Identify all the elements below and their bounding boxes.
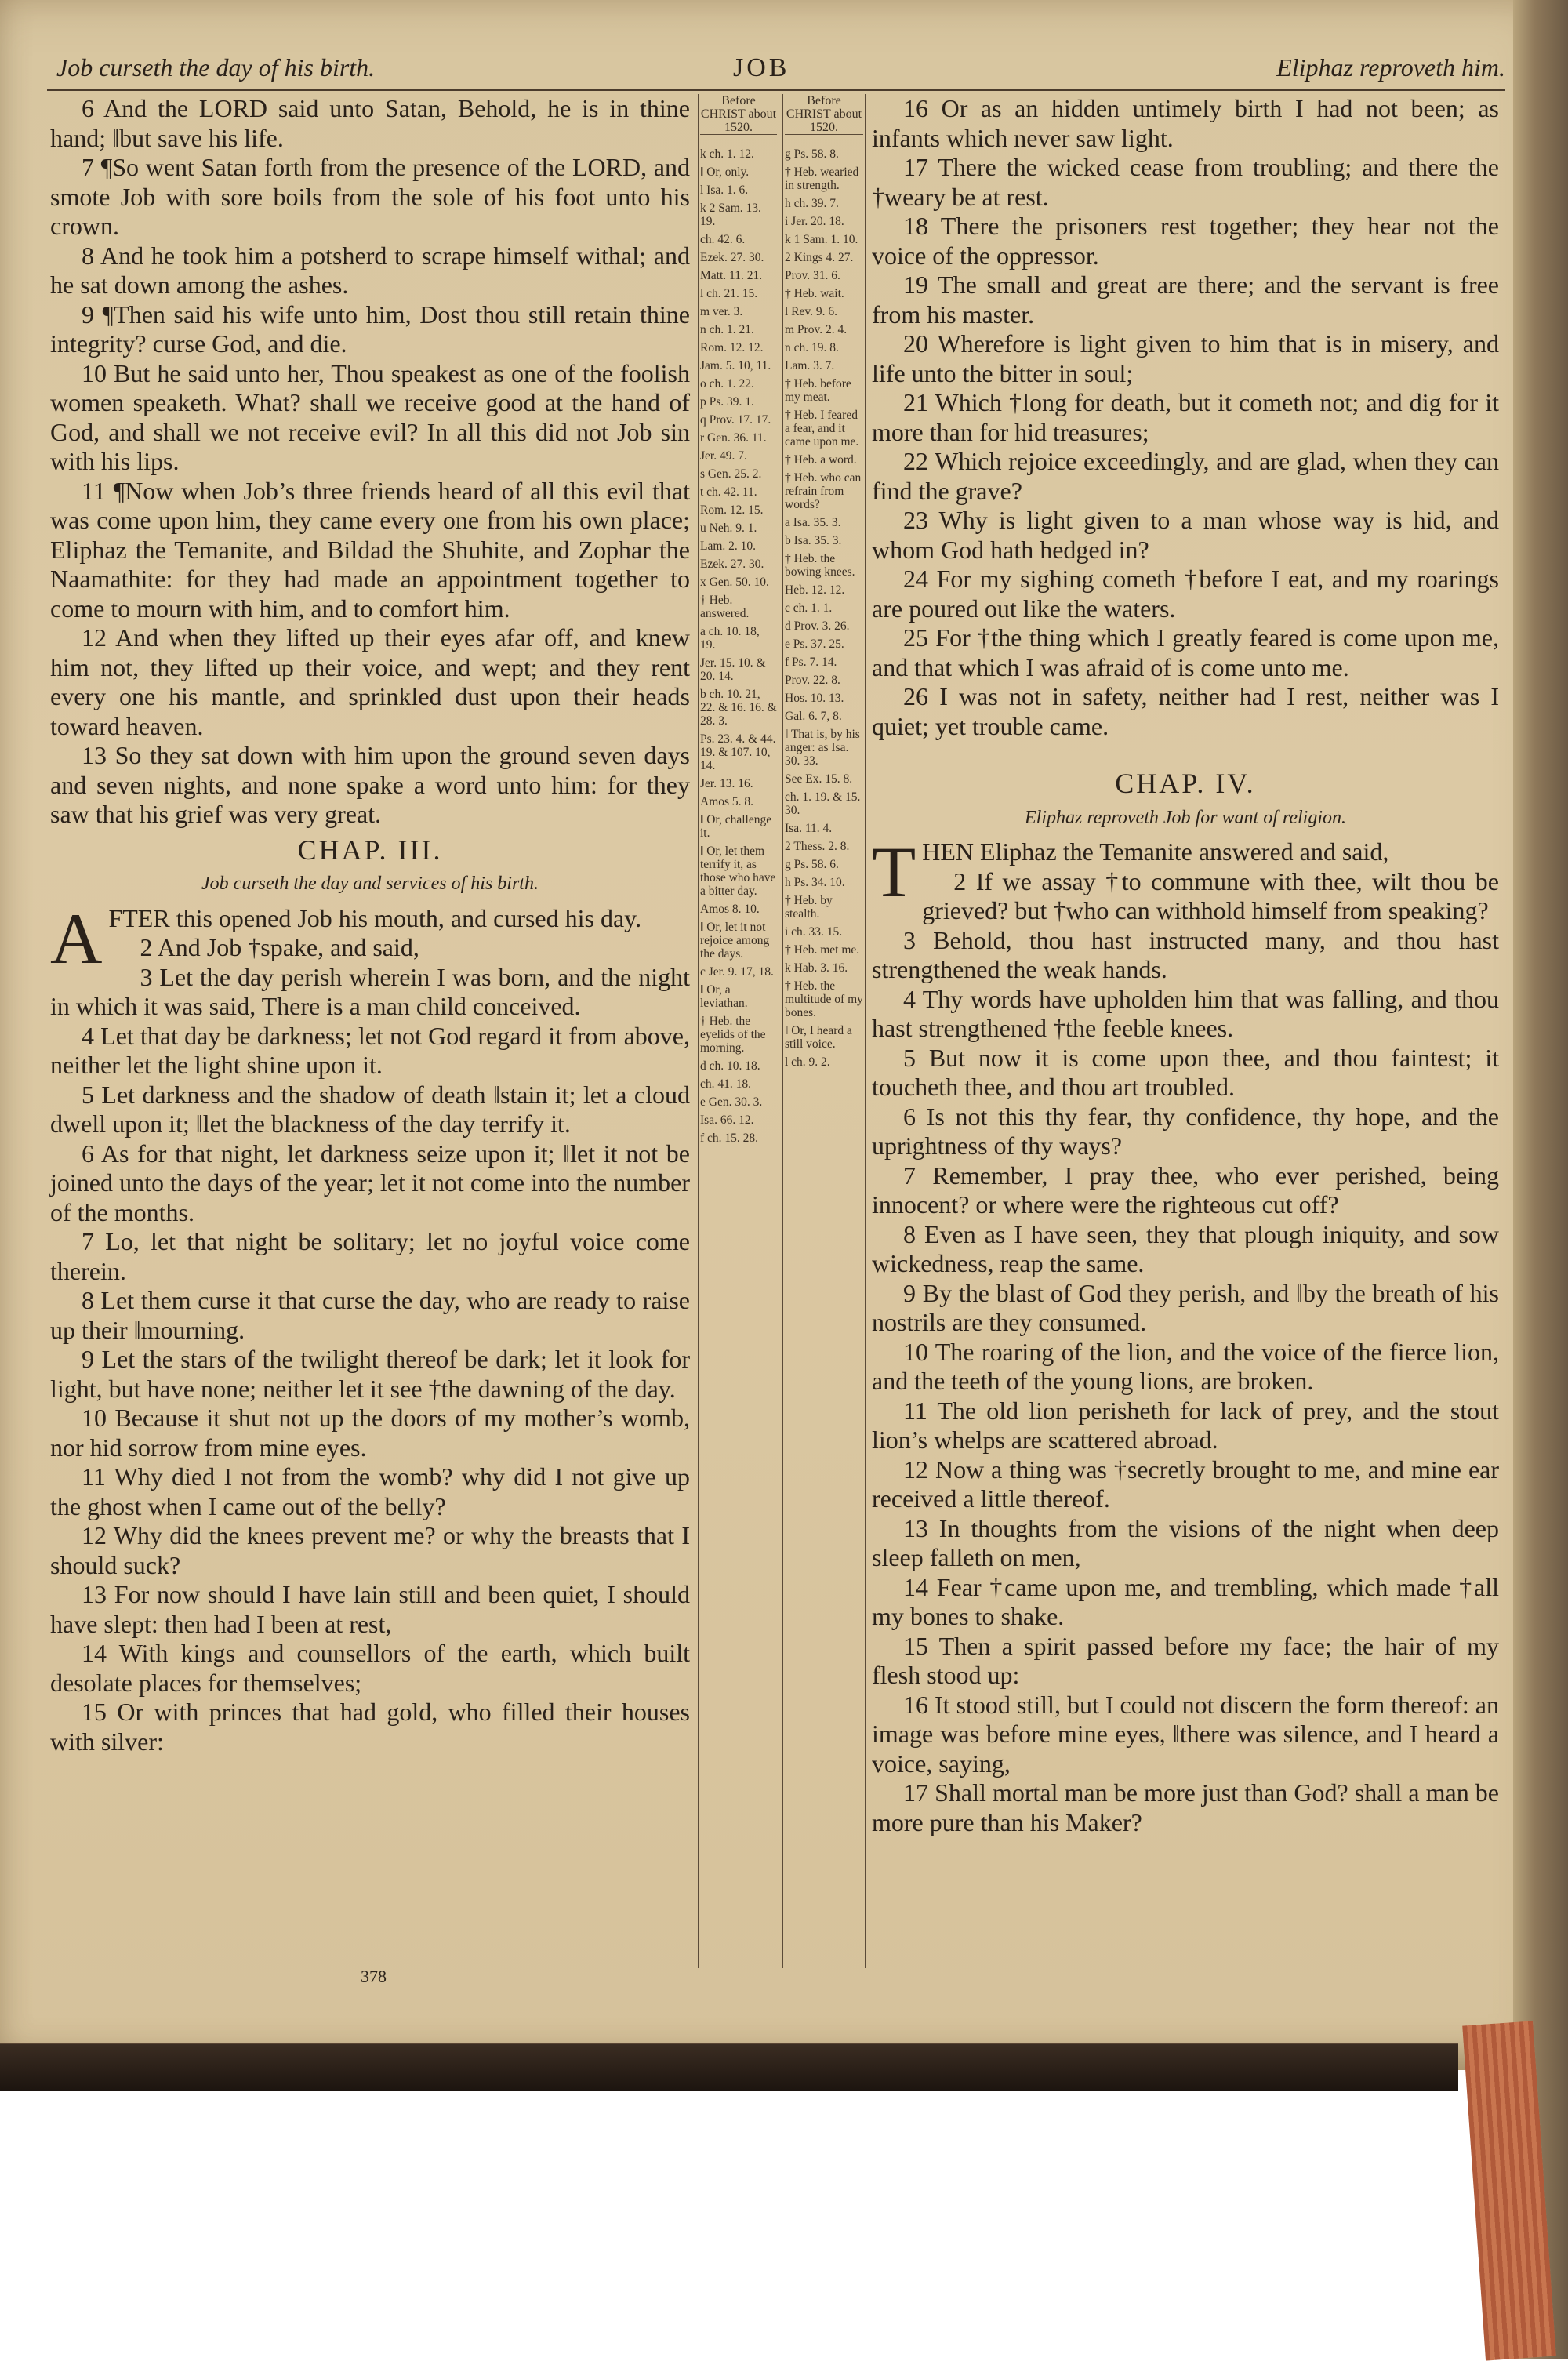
verse: 2 If we assay †to commune with thee, wilt thou be grieved? but †who can withhold himself from speaking? [922, 866, 1499, 924]
verse: 7 ¶So went Satan forth from the presence of the LORD, and smote Job with sore boils from the sole of his foot unto his crown. [50, 153, 690, 240]
book-binding-edge [0, 2043, 1458, 2091]
margin-note: † Heb. I feared a fear, and it came upon me. [785, 409, 859, 449]
margin-note: ‖ Or, a leviathan. [700, 983, 748, 1010]
margin-note: f ch. 15. 28. [700, 1131, 759, 1145]
verse: 14 Fear †came upon me, and trembling, which made †all my bones to shake. [872, 1572, 1499, 1630]
chapter-argument: Job curseth the day and services of his birth. [201, 874, 539, 894]
header-rule [47, 89, 1505, 91]
verse: 9 ¶Then said his wife unto him, Dost thou still retain thine integrity? curse God, and die. [50, 300, 690, 358]
verse: 26 I was not in safety, neither had I rest, neither was I quiet; yet trouble came. [872, 682, 1499, 740]
verse: 17 There the wicked cease from troubling; and there the †weary be at rest. [872, 153, 1499, 211]
right-margin-references [782, 94, 866, 1968]
margin-note: ‖ That is, by his anger: as Isa. 30. 33. [785, 728, 860, 768]
margin-note: Ps. 23. 4. & 44. 19. & 107. 10, 14. [700, 732, 776, 772]
verse: 19 The small and great are there; and the servant is free from his master. [872, 271, 1499, 329]
running-header [47, 47, 1505, 89]
margin-note: ‖ Or, let them terrify it, as those who have a bitter day. [700, 845, 776, 898]
drop-cap: A [50, 898, 103, 979]
margin-note: t ch. 42. 11. [700, 485, 757, 499]
margin-note: Rom. 12. 12. [700, 341, 764, 354]
header-left: Job curseth the day of his birth. [56, 53, 376, 82]
margin-note: b ch. 10. 21, 22. & 16. 16. & 28. 3. [700, 688, 777, 728]
margin-note: Jam. 5. 10, 11. [700, 359, 771, 372]
margin-note: Isa. 66. 12. [700, 1113, 754, 1127]
chapter-argument: Eliphaz reproveth Job for want of religion. [1025, 807, 1346, 828]
margin-note: ch. 42. 6. [700, 233, 746, 246]
verse: 12 Why did the knees prevent me? or why the breasts that I should suck? [50, 1521, 690, 1579]
verse: 12 Now a thing was †secretly brought to me, and mine ear received a little thereof. [872, 1455, 1499, 1513]
verse: 3 Let the day perish wherein I was born, and the night in which it was said, There is a man child conceived. [50, 962, 690, 1020]
verse-text: HEN Eliphaz the Temanite answered and said, [922, 837, 1389, 866]
margin-note: i Jer. 20. 18. [785, 215, 844, 228]
margin-note: 2 Thess. 2. 8. [785, 840, 850, 853]
margin-note: Jer. 15. 10. & 20. 14. [700, 656, 766, 683]
margin-note: q Prov. 17. 17. [700, 413, 771, 427]
chapter-heading: CHAP. IV. [1115, 768, 1256, 799]
margin-note: o ch. 1. 22. [700, 377, 754, 390]
header-book-title: JOB [733, 53, 790, 82]
margin-note: ch. 1. 19. & 15. 30. [785, 790, 861, 817]
verse: 23 Why is light given to a man whose way is hid, and whom God hath hedged in? [872, 506, 1499, 564]
verse-text: FTER this opened Job his mouth, and cursed his day. [108, 903, 642, 932]
margin-note: Prov. 31. 6. [785, 269, 840, 282]
margin-note: 2 Kings 4. 27. [785, 251, 854, 264]
margin-note: Isa. 11. 4. [785, 822, 833, 835]
margin-note: † Heb. the eyelids of the morning. [700, 1015, 766, 1055]
verse: 15 Or with princes that had gold, who filled their houses with silver: [50, 1698, 690, 1756]
verse: 11 The old lion perisheth for lack of prey, and the stout lion’s whelps are scattered abroad. [872, 1396, 1499, 1454]
margin-note: † Heb. before my meat. [785, 377, 851, 404]
verse: 2 And Job †spake, and said, [140, 933, 419, 961]
margin-note: k ch. 1. 12. [700, 147, 754, 161]
verse: 13 For now should I have lain still and been quiet, I should have slept: then had I been at rest, [50, 1580, 690, 1638]
margin-note: Prov. 22. 8. [785, 674, 840, 687]
margin-note: a ch. 10. 18, 19. [700, 625, 760, 652]
margin-note: d ch. 10. 18. [700, 1059, 760, 1073]
margin-note: ‖ Or, challenge it. [700, 813, 772, 840]
verse: 24 For my sighing cometh †before I eat, and my roarings are poured out like the waters. [872, 565, 1499, 623]
verse: 18 There the prisoners rest together; they hear not the voice of the oppressor. [872, 212, 1499, 270]
verse: 6 And the LORD said unto Satan, Behold, he is in thine hand; ‖but save his life. [50, 94, 690, 152]
verse: 20 Wherefore is light given to him that is in misery, and life unto the bitter in soul; [872, 329, 1499, 387]
page-edge [1513, 0, 1568, 2359]
margin-note: a Isa. 35. 3. [785, 516, 841, 529]
margin-note: n ch. 19. 8. [785, 341, 839, 354]
verse: 6 As for that night, let darkness seize upon it; ‖let it not be joined unto the days of the year; let it not come into the number of the months. [50, 1139, 690, 1226]
verse: 17 Shall mortal man be more just than God? shall a man be more pure than his Maker? [872, 1778, 1499, 1836]
margin-note: g Ps. 58. 8. [785, 147, 839, 161]
margin-note: h Ps. 34. 10. [785, 876, 845, 889]
verse: 13 In thoughts from the visions of the night when deep sleep falleth on men, [872, 1513, 1499, 1571]
margin-note: m Prov. 2. 4. [785, 323, 848, 336]
chapter-heading: CHAP. III. [297, 834, 443, 866]
margin-date-header: Before CHRIST about 1520. [786, 94, 862, 134]
verse: 3 Behold, thou hast instructed many, and thou hast strengthened the weak hands. [872, 925, 1499, 983]
margin-note: e Gen. 30. 3. [700, 1095, 763, 1109]
margin-note: h ch. 39. 7. [785, 197, 839, 210]
margin-note: m ver. 3. [700, 305, 743, 318]
header-right: Eliphaz reproveth him. [1276, 53, 1505, 82]
margin-note: u Neh. 9. 1. [700, 521, 757, 535]
margin-note: Amos 8. 10. [700, 903, 760, 916]
margin-note: l ch. 21. 15. [700, 287, 758, 300]
left-text-column [50, 94, 690, 1756]
margin-note: Heb. 12. 12. [785, 583, 845, 597]
verse: 10 The roaring of the lion, and the voice of the fierce lion, and the teeth of the young lions, are broken. [872, 1337, 1499, 1395]
verse: 5 But now it is come upon thee, and thou faintest; it toucheth thee, and thou art troubled. [872, 1043, 1499, 1101]
verse: 8 And he took him a potsherd to scrape himself withal; and he sat down among the ashes. [50, 241, 690, 299]
margin-note: ‖ Or, let it not rejoice among the days. [700, 921, 770, 961]
margin-note: c ch. 1. 1. [785, 601, 833, 615]
verse: 10 Because it shut not up the doors of my mother’s womb, nor hid sorrow from mine eyes. [50, 1404, 690, 1462]
verse: 7 Remember, I pray thee, who ever perished, being innocent? or where were the righteous cut off? [872, 1161, 1499, 1219]
margin-note: x Gen. 50. 10. [700, 576, 769, 589]
margin-note: Jer. 49. 7. [700, 449, 747, 463]
margin-date-header: Before CHRIST about 1520. [700, 94, 777, 134]
margin-note: Ezek. 27. 30. [700, 558, 764, 571]
margin-note: Hos. 10. 13. [785, 692, 844, 705]
margin-note: l Isa. 1. 6. [700, 183, 749, 197]
verse: 16 Or as an hidden untimely birth I had not been; as infants which never saw light. [872, 94, 1499, 152]
verse: 22 Which rejoice exceedingly, and are glad, when they can find the grave? [872, 447, 1499, 505]
margin-note: † Heb. met me. [785, 943, 860, 957]
verse: 25 For †the thing which I greatly feared is come upon me, and that which I was afraid of is come unto me. [872, 623, 1499, 681]
verse: 4 Thy words have upholden him that was falling, and thou hast strengthened †the feeble knees. [872, 984, 1499, 1042]
margin-notes-right [785, 147, 863, 1069]
margin-note: † Heb. the bowing knees. [785, 552, 855, 579]
verse: 11 ¶Now when Job’s three friends heard of all this evil that was come upon him, they came every one from his own place; Eliphaz the Temanite, and Bildad the Shuhite, and Zophar the Naamathite: for they had made an appointment together to come to mourn with him, and to comfort him. [50, 476, 690, 623]
left-margin-references [698, 94, 779, 1968]
margin-note: k 2 Sam. 13. 19. [700, 202, 761, 228]
margin-note: k 1 Sam. 1. 10. [785, 233, 858, 246]
margin-note: n ch. 1. 21. [700, 323, 754, 336]
margin-note: d Prov. 3. 26. [785, 619, 850, 633]
margin-note: Lam. 2. 10. [700, 539, 757, 553]
margin-note: Lam. 3. 7. [785, 359, 835, 372]
margin-note: f Ps. 7. 14. [785, 656, 837, 669]
margin-note: † Heb. wait. [785, 287, 844, 300]
margin-note: k Hab. 3. 16. [785, 961, 848, 975]
verse: 11 Why died I not from the womb? why did I not give up the ghost when I came out of the belly? [50, 1462, 690, 1520]
margin-note: g Ps. 58. 6. [785, 858, 839, 871]
margin-note: e Ps. 37. 25. [785, 637, 844, 651]
margin-note: p Ps. 39. 1. [700, 395, 754, 409]
margin-note: † Heb. answered. [700, 594, 750, 620]
margin-note: † Heb. wearied in strength. [785, 165, 859, 192]
verse: 7 Lo, let that night be solitary; let no joyful voice come therein. [50, 1227, 690, 1285]
margin-note: † Heb. the multitude of my bones. [785, 979, 863, 1019]
margin-note: Amos 5. 8. [700, 795, 754, 808]
verse: 21 Which †long for death, but it cometh not; and dig for it more than for hid treasures; [872, 388, 1499, 446]
verse: 4 Let that day be darkness; let not God regard it from above, neither let the light shine upon it. [50, 1021, 690, 1079]
verse: 5 Let darkness and the shadow of death ‖stain it; let a cloud dwell upon it; ‖let the blackness of the day terrify it. [50, 1080, 690, 1138]
verse: 6 Is not this thy fear, thy confidence, thy hope, and the uprightness of thy ways? [872, 1102, 1499, 1160]
margin-note: † Heb. a word. [785, 453, 857, 467]
verse: 13 So they sat down with him upon the ground seven days and seven nights, and none spake a word unto him: for they saw that his grief was very great. [50, 741, 690, 828]
margin-note: ch. 41. 18. [700, 1077, 752, 1091]
margin-note: † Heb. by stealth. [785, 894, 833, 921]
verse: 16 It stood still, but I could not discern the form thereof: an image was before mine eyes, ‖there was silence, and I heard a voice, saying, [872, 1690, 1499, 1778]
margin-note: s Gen. 25. 2. [700, 467, 762, 481]
margin-note: Gal. 6. 7, 8. [785, 710, 842, 723]
verse: 12 And when they lifted up their eyes afar off, and knew him not, they lifted up their voice, and wept; and they rent every one his mantle, and sprinkled dust upon their heads toward heaven. [50, 623, 690, 740]
margin-note: l Rev. 9. 6. [785, 305, 838, 318]
margin-note: Ezek. 27. 30. [700, 251, 764, 264]
drop-cap: T [872, 832, 916, 912]
margin-note: l ch. 9. 2. [785, 1055, 830, 1069]
margin-note: c Jer. 9. 17, 18. [700, 965, 774, 979]
margin-note: See Ex. 15. 8. [785, 772, 853, 786]
page-number: 378 [361, 1967, 387, 1986]
verse: 14 With kings and counsellors of the earth, which built desolate places for themselves; [50, 1639, 690, 1697]
margin-note: i ch. 33. 15. [785, 925, 843, 939]
verse: 10 But he said unto her, Thou speakest as one of the foolish women speaketh. What? shall we receive good at the hand of God, and shall we not receive evil? In all this did not Job sin with his lips. [50, 358, 690, 475]
margin-note: ‖ Or, I heard a still voice. [785, 1024, 852, 1051]
margin-note: r Gen. 36. 11. [700, 431, 767, 445]
margin-note: Matt. 11. 21. [700, 269, 763, 282]
verse: 9 By the blast of God they perish, and ‖by the breath of his nostrils are they consumed. [872, 1278, 1499, 1336]
right-text-column [872, 94, 1499, 1837]
margin-note: † Heb. who can refrain from words? [785, 471, 862, 511]
margin-note: b Isa. 35. 3. [785, 534, 842, 547]
verse: 8 Let them curse it that curse the day, who are ready to raise up their ‖mourning. [50, 1286, 690, 1344]
margin-note: ‖ Or, only. [700, 165, 750, 179]
verse: 15 Then a spirit passed before my face; the hair of my flesh stood up: [872, 1631, 1499, 1689]
verse: 8 Even as I have seen, they that plough iniquity, and sow wickedness, reap the same. [872, 1219, 1499, 1277]
margin-notes-left [700, 147, 777, 1145]
verse: 9 Let the stars of the twilight thereof be dark; let it look for light, but have none; neither let it see †the dawning of the day. [50, 1345, 690, 1403]
margin-note: Rom. 12. 15. [700, 503, 764, 517]
margin-note: Jer. 13. 16. [700, 777, 753, 790]
